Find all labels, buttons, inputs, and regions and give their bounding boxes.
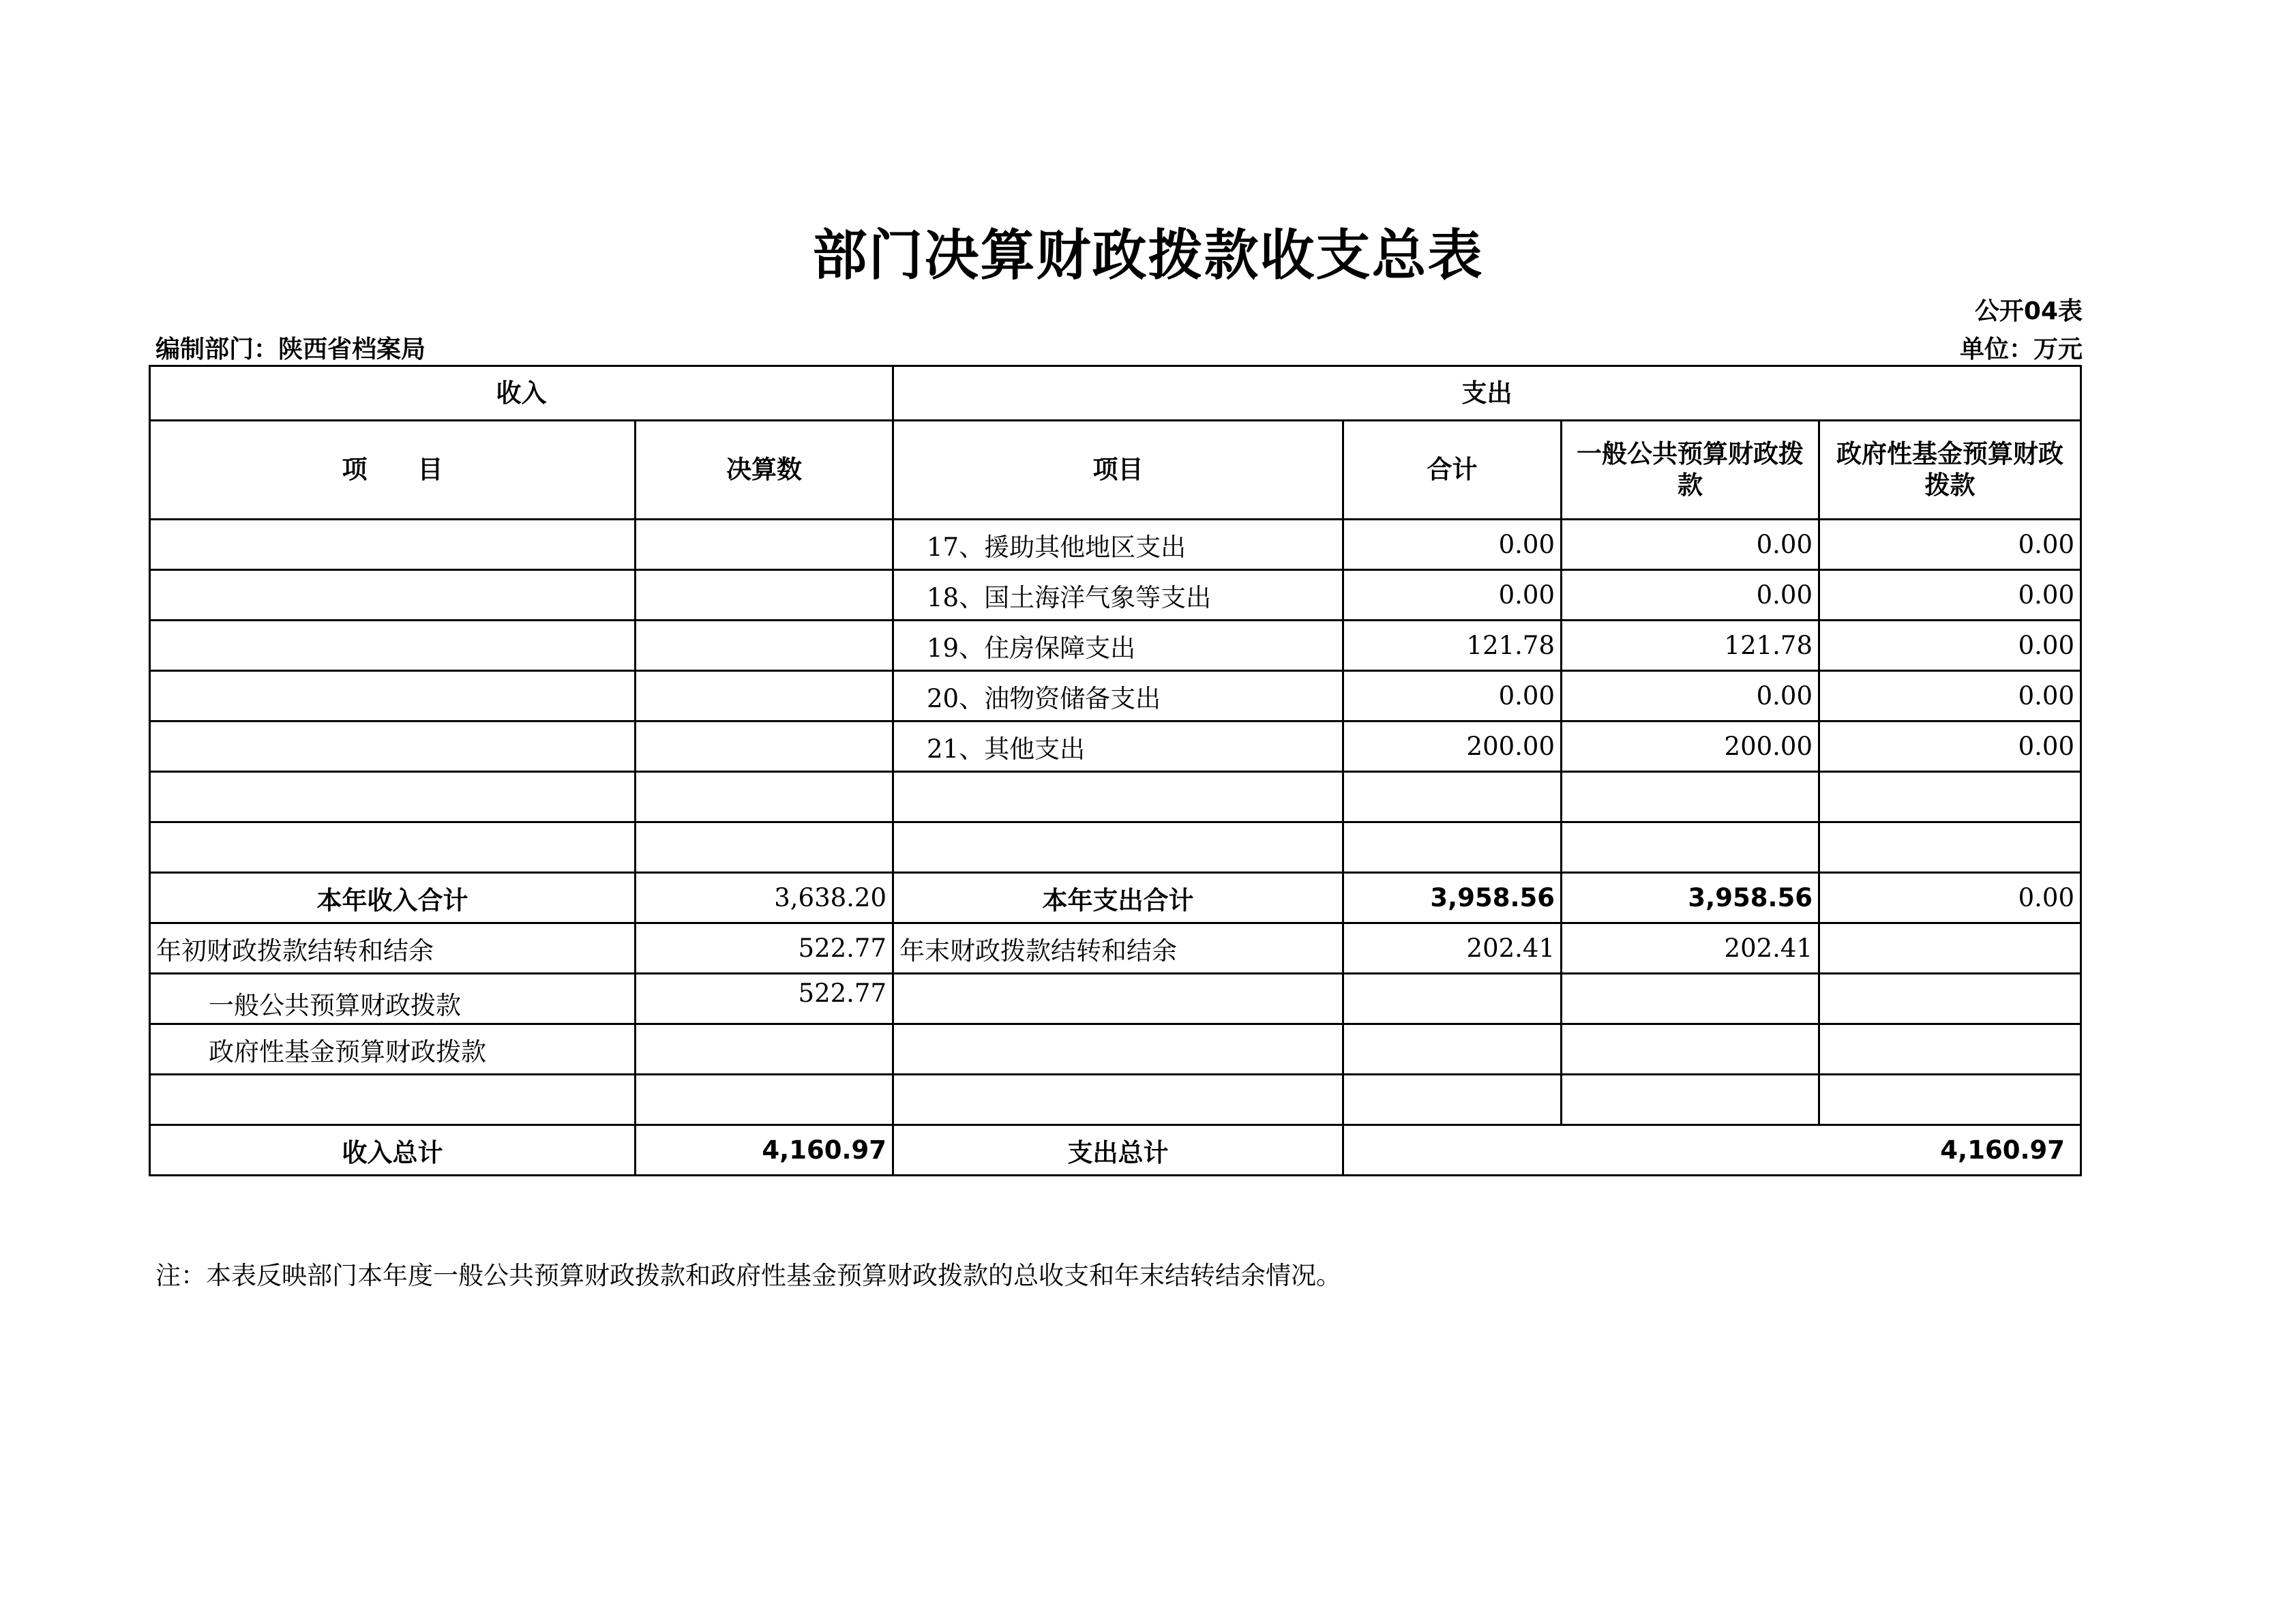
income-amount-cell	[636, 772, 893, 822]
col-gov-fund: 政府性基金预算财政拨款	[1819, 421, 2081, 520]
empty-cell	[893, 974, 1343, 1024]
income-amount-cell	[636, 671, 893, 721]
expense-item-cell: 19、住房保障支出	[893, 621, 1343, 671]
year-expense-general: 3,958.56	[1562, 873, 1819, 923]
table-row	[150, 520, 2081, 570]
year-expense-fund: 0.00	[1819, 873, 2081, 923]
empty-cell	[893, 1075, 1343, 1125]
fund-cell: 0.00	[1819, 621, 2081, 671]
total-cell	[1343, 772, 1562, 822]
closing-balance-general: 202.41	[1562, 923, 1819, 974]
empty-cell	[1343, 974, 1562, 1024]
year-expense-total: 3,958.56	[1343, 873, 1562, 923]
empty-cell	[893, 1024, 1343, 1075]
col-general-budget: 一般公共预算财政拨款	[1562, 421, 1819, 520]
table-row	[150, 772, 2081, 822]
income-item-cell	[150, 520, 636, 570]
finance-table	[149, 365, 2082, 1176]
empty-cell	[1562, 1024, 1819, 1075]
grand-total-row	[150, 1125, 2081, 1176]
table-row	[150, 570, 2081, 621]
table-row	[150, 721, 2081, 772]
expense-item-cell: 21、其他支出	[893, 721, 1343, 772]
table-row	[150, 671, 2081, 721]
col-total: 合计	[1343, 421, 1562, 520]
income-item-cell	[150, 671, 636, 721]
income-item-cell	[150, 822, 636, 873]
general-cell	[1562, 772, 1819, 822]
general-cell	[1562, 822, 1819, 873]
table-code: 公开04表	[1974, 297, 2083, 325]
general-cell: 200.00	[1562, 721, 1819, 772]
empty-cell	[1819, 1075, 2081, 1125]
gov-fund-amount	[636, 1024, 893, 1075]
grand-income-amount: 4,160.97	[636, 1125, 893, 1176]
table-row	[150, 621, 2081, 671]
general-cell: 121.78	[1562, 621, 1819, 671]
empty-cell	[1819, 1024, 2081, 1075]
income-item-cell	[150, 772, 636, 822]
grand-expense-label: 支出总计	[893, 1125, 1343, 1176]
empty-cell	[1562, 974, 1819, 1024]
total-cell: 121.78	[1343, 621, 1562, 671]
unit-label: 单位：万元	[1959, 336, 2083, 363]
expense-item-cell: 17、援助其他地区支出	[893, 520, 1343, 570]
fund-cell: 0.00	[1819, 721, 2081, 772]
table-row	[150, 822, 2081, 873]
opening-balance-label: 年初财政拨款结转和结余	[150, 923, 636, 974]
fund-cell	[1819, 772, 2081, 822]
closing-balance-fund	[1819, 923, 2081, 974]
year-income-total-amount: 3,638.20	[636, 873, 893, 923]
expense-item-cell: 18、国土海洋气象等支出	[893, 570, 1343, 621]
grand-income-label: 收入总计	[150, 1125, 636, 1176]
income-amount-cell	[636, 520, 893, 570]
footnote: 注：本表反映部门本年度一般公共预算财政拨款和政府性基金预算财政拨款的总收支和年末结转结余情况。	[155, 1261, 1341, 1290]
expense-item-cell: 20、油物资储备支出	[893, 671, 1343, 721]
closing-balance-total: 202.41	[1343, 923, 1562, 974]
fund-cell: 0.00	[1819, 570, 2081, 621]
fund-cell	[1819, 822, 2081, 873]
income-section-header: 收入	[150, 366, 893, 421]
general-budget-label: 一般公共预算财政拨款	[150, 974, 636, 1024]
empty-cell	[150, 1075, 636, 1125]
general-budget-row	[150, 974, 2081, 1024]
empty-cell	[1343, 1024, 1562, 1075]
col-income-amount: 决算数	[636, 421, 893, 520]
grand-expense-amount: 4,160.97	[1343, 1125, 2081, 1176]
empty-cell	[1343, 1075, 1562, 1125]
closing-balance-label: 年末财政拨款结转和结余	[893, 923, 1343, 974]
income-amount-cell	[636, 721, 893, 772]
total-cell: 0.00	[1343, 671, 1562, 721]
income-item-cell	[150, 721, 636, 772]
general-cell: 0.00	[1562, 671, 1819, 721]
gov-fund-row	[150, 1024, 2081, 1075]
general-cell: 0.00	[1562, 520, 1819, 570]
expense-item-cell	[893, 772, 1343, 822]
year-expense-total-label: 本年支出合计	[893, 873, 1343, 923]
general-budget-amount: 522.77	[636, 974, 893, 1024]
empty-cell	[1819, 974, 2081, 1024]
table-row	[150, 1075, 2081, 1125]
income-amount-cell	[636, 822, 893, 873]
department-label: 编制部门：陕西省档案局	[155, 336, 426, 363]
expense-item-cell	[893, 822, 1343, 873]
opening-balance-amount: 522.77	[636, 923, 893, 974]
general-cell: 0.00	[1562, 570, 1819, 621]
empty-cell	[636, 1075, 893, 1125]
total-cell: 0.00	[1343, 570, 1562, 621]
income-amount-cell	[636, 621, 893, 671]
gov-fund-label: 政府性基金预算财政拨款	[150, 1024, 636, 1075]
fund-cell: 0.00	[1819, 520, 2081, 570]
col-income-item: 项 目	[150, 421, 636, 520]
page-title: 部门决算财政拨款收支总表	[812, 224, 1484, 287]
total-cell: 0.00	[1343, 520, 1562, 570]
total-cell: 200.00	[1343, 721, 1562, 772]
income-item-cell	[150, 621, 636, 671]
year-total-row	[150, 873, 2081, 923]
year-income-total-label: 本年收入合计	[150, 873, 636, 923]
empty-cell	[1562, 1075, 1819, 1125]
total-cell	[1343, 822, 1562, 873]
expense-section-header: 支出	[893, 366, 2081, 421]
income-item-cell	[150, 570, 636, 621]
carry-row	[150, 923, 2081, 974]
income-amount-cell	[636, 570, 893, 621]
fund-cell: 0.00	[1819, 671, 2081, 721]
col-expense-item: 项目	[893, 421, 1343, 520]
